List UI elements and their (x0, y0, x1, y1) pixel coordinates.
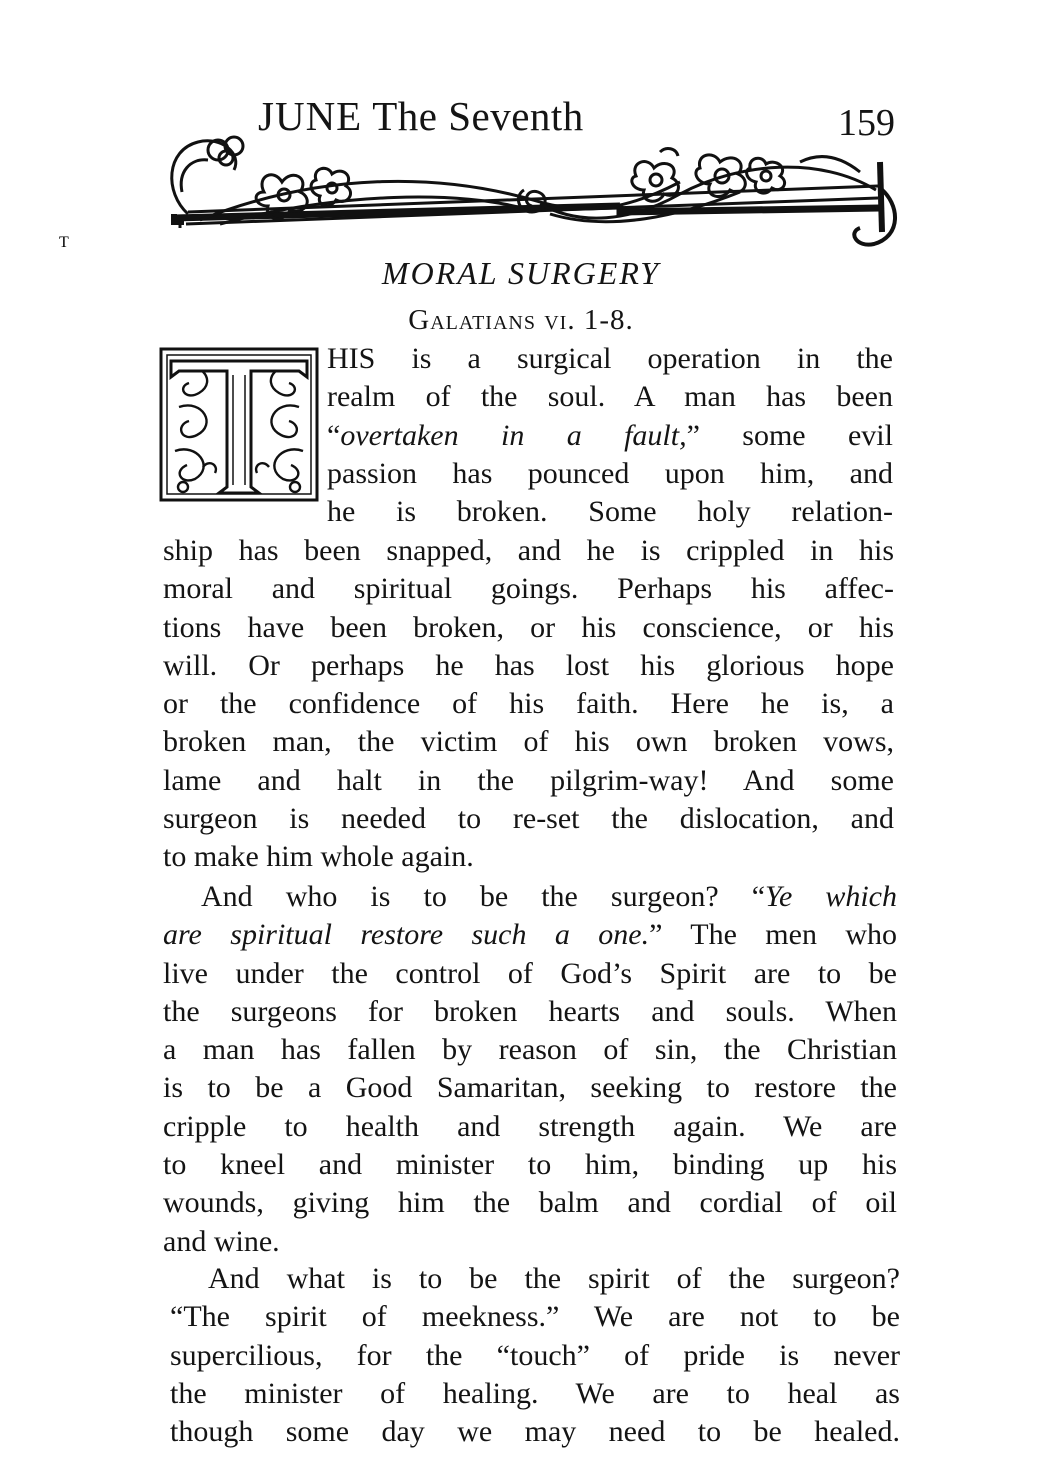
text-line: will. Or perhaps he has lost his glorious hope (163, 648, 894, 682)
dropcap-letter: T (59, 234, 69, 251)
chapter-title: MORAL SURGERY (381, 255, 661, 291)
text-line: the surgeons for broken hearts and souls. When (163, 994, 897, 1028)
text-line: supercilious, for the “touch” of pride is never (170, 1338, 900, 1372)
header-month: JUNE (258, 93, 363, 139)
paragraph-2 (163, 878, 897, 1261)
text-line: passion has pounced upon him, and (327, 456, 893, 490)
text-line: realm of the soul. A man has been (327, 380, 893, 414)
text-line: lame and halt in the pilgrim-way! And some (163, 763, 894, 797)
text-line: live under the control of God’s Spirit are to be (163, 956, 897, 990)
text-line: tions have been broken, or his conscience, or his (163, 610, 894, 644)
text-line: he is broken. Some holy relation- (327, 495, 893, 529)
italic-quote: overtaken in a fault, (340, 418, 687, 452)
text-line: or the confidence of his faith. Here he is, a (163, 687, 894, 721)
text-line: ship has been snapped, and he is crippled in his (163, 534, 894, 567)
text-line: though some day we may need to be healed. (170, 1415, 900, 1449)
text-line: And who is to be the surgeon? “Ye which (201, 880, 897, 913)
text-line: to make him whole again. (163, 840, 474, 874)
text-line: HIS is a surgical operation in the (327, 342, 893, 375)
illuminated-dropcap-T (59, 234, 319, 502)
header-day: The Seventh (372, 93, 584, 139)
text-line: broken man, the victim of his own broken vows, (163, 725, 894, 759)
italic-quote: are spiritual restore such a one. (163, 918, 650, 952)
text-line: “overtaken in a fault,” some evil (327, 418, 893, 452)
text-line: a man has fallen by reason of sin, the Christian (163, 1033, 897, 1067)
text-line: is to be a Good Samaritan, seeking to restore the (163, 1071, 897, 1105)
text-line: moral and spiritual goings. Perhaps his affec- (163, 572, 894, 606)
paragraph-1-continued (163, 532, 894, 877)
scripture-reference-text: Galatians vi. 1-8. (408, 304, 634, 336)
paragraph-1-beside-dropcap (327, 340, 893, 531)
text-line: surgeon is needed to re-set the dislocation, and (163, 802, 894, 836)
text-line: wounds, giving him the balm and cordial of oil (163, 1186, 897, 1220)
scripture-reference (0, 303, 1042, 338)
paragraph-3 (170, 1260, 900, 1451)
text-line: And what is to be the spirit of the surgeon? (208, 1262, 900, 1295)
text-line: and wine. (163, 1224, 280, 1258)
text-line: “The spirit of meekness.” We are not to be (170, 1300, 900, 1334)
text-line: are spiritual restore such a one.” The men who (163, 918, 897, 952)
page-number: 159 (838, 102, 895, 144)
text-line: the minister of healing. We are to heal as (170, 1376, 900, 1410)
text-line: cripple to health and strength again. We are (163, 1109, 897, 1143)
floral-banner-ornament (160, 132, 905, 257)
text-line: to kneel and minister to him, binding up his (163, 1148, 897, 1182)
italic-quote: Ye which (765, 880, 897, 913)
running-header (258, 93, 584, 139)
